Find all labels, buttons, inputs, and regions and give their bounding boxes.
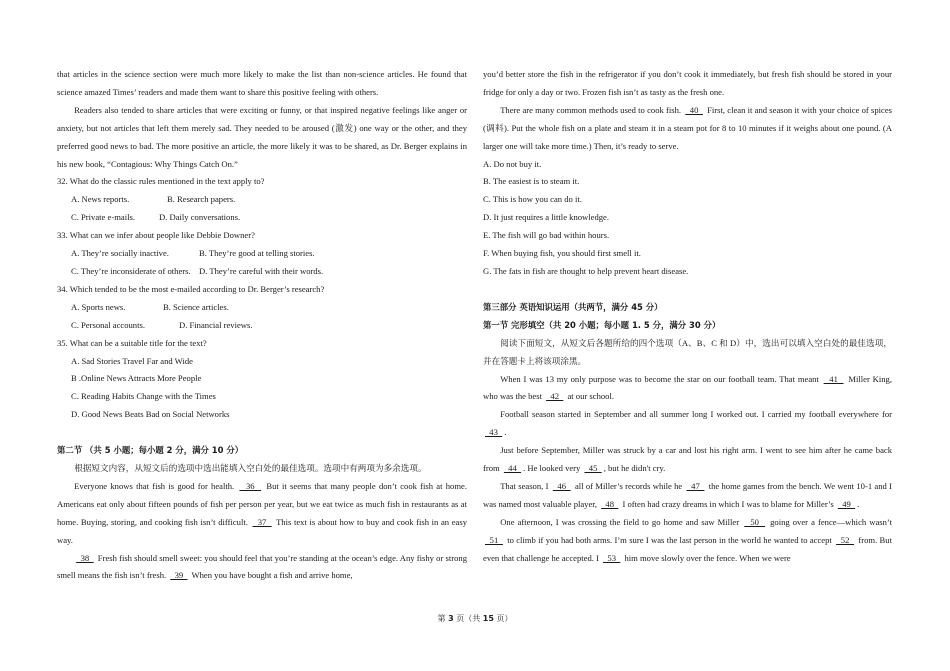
option: C. Private e-mails.: [71, 212, 135, 223]
text: Everyone knows that fish is good for health.: [74, 480, 235, 491]
page-footer: [0, 613, 950, 624]
text: Just before September, Miller was struck by a car and lost his right arm. I went to see him after he came back from: [483, 445, 892, 474]
text: at our school.: [567, 391, 614, 402]
blank-49: 49: [837, 498, 856, 509]
passage-paragraph: [483, 406, 892, 442]
blank-37: 37: [252, 516, 272, 527]
paragraph: [483, 102, 892, 156]
passage-paragraph: [483, 442, 892, 478]
text: 第: [437, 614, 446, 623]
question-35: 35. What can be a suitable title for the text?: [57, 337, 207, 348]
blank-44: 44: [503, 463, 522, 474]
choice-b: B. The easiest is to steam it.: [483, 176, 580, 187]
text: 页（共: [456, 614, 481, 623]
paragraph: you’d better store the fish in the refrigerator if you don’t cook it immediately, but fresh fish should be stored in your fridge for only a day or two. Frozen fish isn’t as tasty as the fresh one.: [483, 69, 892, 97]
spacer: [483, 281, 892, 299]
option: A. News reports.: [71, 194, 130, 205]
text: . He looked very: [523, 463, 581, 474]
text: When I was 13 my only purpose was to become the star on our football team. That meant: [500, 373, 819, 384]
option: B. Research papers.: [167, 194, 236, 205]
blank-43: 43: [485, 427, 503, 438]
passage-paragraph: [483, 514, 892, 568]
choice-e: E. The fish will go bad within hours.: [483, 230, 610, 241]
option: B. They’re good at telling stories.: [199, 248, 315, 259]
spacer: [57, 424, 467, 442]
text: I often had crazy dreams in which I was to blame for Miller’s: [622, 498, 834, 509]
option: B. Science articles.: [163, 301, 229, 312]
option: A. They’re socially inactive.: [71, 248, 169, 259]
section-title: 第一节 完形填空（共 20 小题；每小题 1. 5 分，满分 30 分）: [483, 319, 721, 330]
option: C. They’re inconsiderate of others.: [71, 265, 191, 276]
blank-46: 46: [552, 480, 571, 491]
blank-52: 52: [836, 534, 855, 545]
text: from. But even that challenge he accepted. I: [483, 534, 892, 563]
text: Football season started in September and all summer long I worked out. I carried my football everywhere for: [500, 409, 892, 420]
options-33: [57, 263, 467, 281]
paragraph: that articles in the science section were much more likely to make the list than non-science articles. He found that science amazed Times’ readers and made them want to share this positive feeling with others.: [57, 69, 467, 97]
blank-38: 38: [76, 552, 94, 563]
text: going over a fence—which wasn’t: [770, 516, 892, 527]
passage-paragraph: [483, 371, 892, 407]
options-32: [57, 209, 467, 227]
text: the home games from the bench. We went 10-1 and I was named most valuable player,: [483, 480, 893, 509]
text: There are many common methods used to cook fish.: [500, 104, 682, 115]
choice-f: F. When buying fish, you should first smell it.: [483, 248, 641, 259]
choice-g: G. The fats in fish are thought to help prevent heart disease.: [483, 265, 689, 276]
passage-paragraph: [57, 478, 467, 550]
blank-42: 42: [546, 391, 564, 402]
page-total: 15: [482, 614, 494, 623]
question-34: 34. Which tended to be the most e-mailed according to Dr. Berger’s research?: [57, 283, 325, 294]
text: him move slowly over the fence. When we were: [624, 552, 791, 563]
blank-51: 51: [485, 534, 503, 545]
section-title: 第二节 （共 5 小题；每小题 2 分，满分 10 分）: [57, 445, 244, 456]
text: This text is about how to buy and cook fish in an easy way.: [57, 516, 467, 545]
left-column: [57, 66, 467, 585]
option: D. They’re careful with their words.: [199, 265, 324, 276]
text: all of Miller’s records while he: [574, 480, 683, 491]
question-33: 33. What can we infer about people like Debbie Downer?: [57, 230, 255, 241]
text: When you have bought a fish and arrive home,: [191, 570, 353, 581]
text: Miller King, who was the best: [483, 373, 892, 402]
blank-48: 48: [601, 498, 619, 509]
option: A. Sports news.: [71, 301, 126, 312]
text: But it seems that many people don’t cook fish at home. Americans eat only about fifteen pounds of fish per person per year, but we eat twice as much fish in restaurants as at home. Buying, storing, and cooking fish isn’t difficult.: [57, 480, 468, 527]
option: C. Personal accounts.: [71, 319, 145, 330]
blank-40: 40: [685, 104, 703, 115]
text: .: [504, 427, 507, 438]
text: One afternoon, I was crossing the field to go home and saw Miller: [500, 516, 740, 527]
blank-41: 41: [823, 373, 844, 384]
instructions: 根据短文内容，从短文后的选项中选出能填入空白处的最佳选项。选项中有两项为多余选项。: [74, 463, 427, 474]
text: That season, I: [500, 480, 549, 491]
options-34: [57, 317, 467, 335]
options-34: [57, 299, 467, 317]
choice-c: C. This is how you can do it.: [483, 194, 582, 205]
question-32: 32. What do the classic rules mentioned in the text apply to?: [57, 176, 265, 187]
option: A. Sad Stories Travel Far and Wide: [71, 355, 193, 366]
text: Fresh fish should smell sweet: you should feel that you’re standing at the ocean’s edge. Any fishy or strong smell means the fish isn’t fresh.: [57, 552, 467, 581]
text: 页）: [496, 614, 513, 623]
passage-paragraph: [57, 550, 467, 586]
option: D. Financial reviews.: [179, 319, 253, 330]
blank-39: 39: [170, 570, 188, 581]
instructions: 阅读下面短文，从短文后各题所给的四个选项（A、B、C 和 D）中，选出可以填入空白处的最佳选项，并在答题卡上将该项涂黑。: [483, 337, 892, 366]
option: D. Good News Beats Bad on Social Networks: [71, 409, 230, 420]
text: First, clean it and season it with your choice of spices (调料). Put the whole fish on a plate and steam it in a steam pot for 8 to 10 minutes if it weighs about one pound. (A larger one will take more time.) Then, it’s ready to serve.: [483, 104, 893, 151]
choice-d: D. It just requires a little knowledge.: [483, 212, 610, 223]
blank-50: 50: [744, 516, 766, 527]
options-32: [57, 191, 467, 209]
blank-36: 36: [239, 480, 262, 491]
choice-a: A. Do not buy it.: [483, 158, 542, 169]
text: , but he didn't cry.: [603, 463, 666, 474]
blank-47: 47: [686, 480, 705, 491]
option: D. Daily conversations.: [159, 212, 241, 223]
option: C. Reading Habits Change with the Times: [71, 391, 216, 402]
right-column: [483, 66, 892, 567]
option: B .Online News Attracts More People: [71, 373, 202, 384]
blank-53: 53: [603, 552, 621, 563]
part-title: 第三部分 英语知识运用（共两节，满分 45 分）: [483, 301, 663, 312]
page-number: 3: [448, 614, 454, 623]
passage-paragraph: [483, 478, 892, 514]
text: to climb if you had both arms. I’m sure I was the last person in the world he wanted to accept: [507, 534, 832, 545]
paragraph: Readers also tended to share articles that were exciting or funny, or that inspired negative feelings like anger or anxiety, but not articles that left them merely sad. They needed to be aroused (激发) one way or the other, and they preferred good news to bad. The more positive an article, the more likely it was to be shared, as Dr. Berger explains in his new book, “Contagious: Why Things Catch On.”: [57, 104, 467, 169]
text: .: [857, 498, 860, 509]
blank-45: 45: [584, 463, 602, 474]
options-33: [57, 245, 467, 263]
